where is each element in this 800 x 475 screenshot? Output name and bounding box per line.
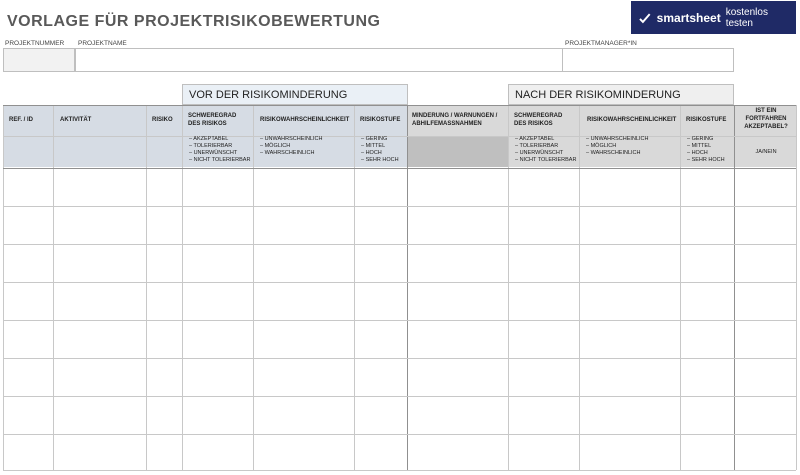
severity-options-after: – AKZEPTABEL – TOLERIERBAR – UNERWÜNSCHT – NICHT TOLERIERBAR [515, 136, 577, 163]
project-name-label: PROJEKTNAME [78, 40, 127, 47]
col-mitigation: MINDERUNG / WARNUNGEN / ABHILFEMASSNAHMEN [412, 113, 498, 127]
project-name-field[interactable] [75, 48, 563, 72]
probability-options-after: – UNWAHRSCHEINLICH – MÖGLICH – WAHRSCHEINLICH [586, 136, 649, 156]
page-title: VORLAGE FÜR PROJEKTRISIKOBEWERTUNG [7, 13, 381, 30]
subheader-band-mitigation [407, 136, 508, 167]
smartsheet-logo-icon [639, 12, 651, 24]
severity-options-before: – AKZEPTABEL – TOLERIERBAR – UNERWÜNSCHT – NICHT TOLERIERBAR [189, 136, 251, 163]
level-options-after: – GERING – MITTEL – HOCH – SEHR HOCH [687, 136, 725, 163]
level-options-before: – GERING – MITTEL – HOCH – SEHR HOCH [361, 136, 399, 163]
col-risk: RISIKO [152, 117, 173, 123]
col-probability-before: RISIKOWAHRSCHEINLICHKEIT [260, 117, 350, 123]
col-level-after: RISIKOSTUFE [686, 117, 727, 123]
col-severity-after: SCHWEREGRAD DES RISIKOS [514, 113, 563, 127]
col-severity-before: SCHWEREGRAD DES RISIKOS [188, 113, 237, 127]
smartsheet-trial-banner[interactable] [631, 1, 796, 34]
project-number-field[interactable] [3, 48, 75, 72]
project-number-label: PROJEKTNUMMER [5, 40, 65, 47]
banner-cta: kostenlos testen [725, 6, 768, 29]
col-level-before: RISIKOSTUFE [360, 117, 401, 123]
col-proceed: IST EIN FORTFAHREN AKZEPTABEL? [744, 108, 788, 130]
col-probability-after: RISIKOWAHRSCHEINLICHKEIT [587, 117, 677, 123]
proceed-options: JA/NEIN [755, 149, 777, 155]
banner-brand: smartsheet [656, 10, 721, 25]
probability-options-before: – UNWAHRSCHEINLICH – MÖGLICH – WAHRSCHEINLICH [260, 136, 323, 156]
col-activity: AKTIVITÄT [60, 117, 92, 123]
project-manager-label: PROJEKTMANAGER*IN [565, 40, 637, 47]
section-after-mitigation: NACH DER RISIKOMINDERUNG [508, 84, 734, 105]
col-ref-id: REF. / ID [9, 117, 34, 123]
project-manager-field[interactable] [562, 48, 734, 72]
section-before-mitigation: VOR DER RISIKOMINDERUNG [182, 84, 408, 105]
